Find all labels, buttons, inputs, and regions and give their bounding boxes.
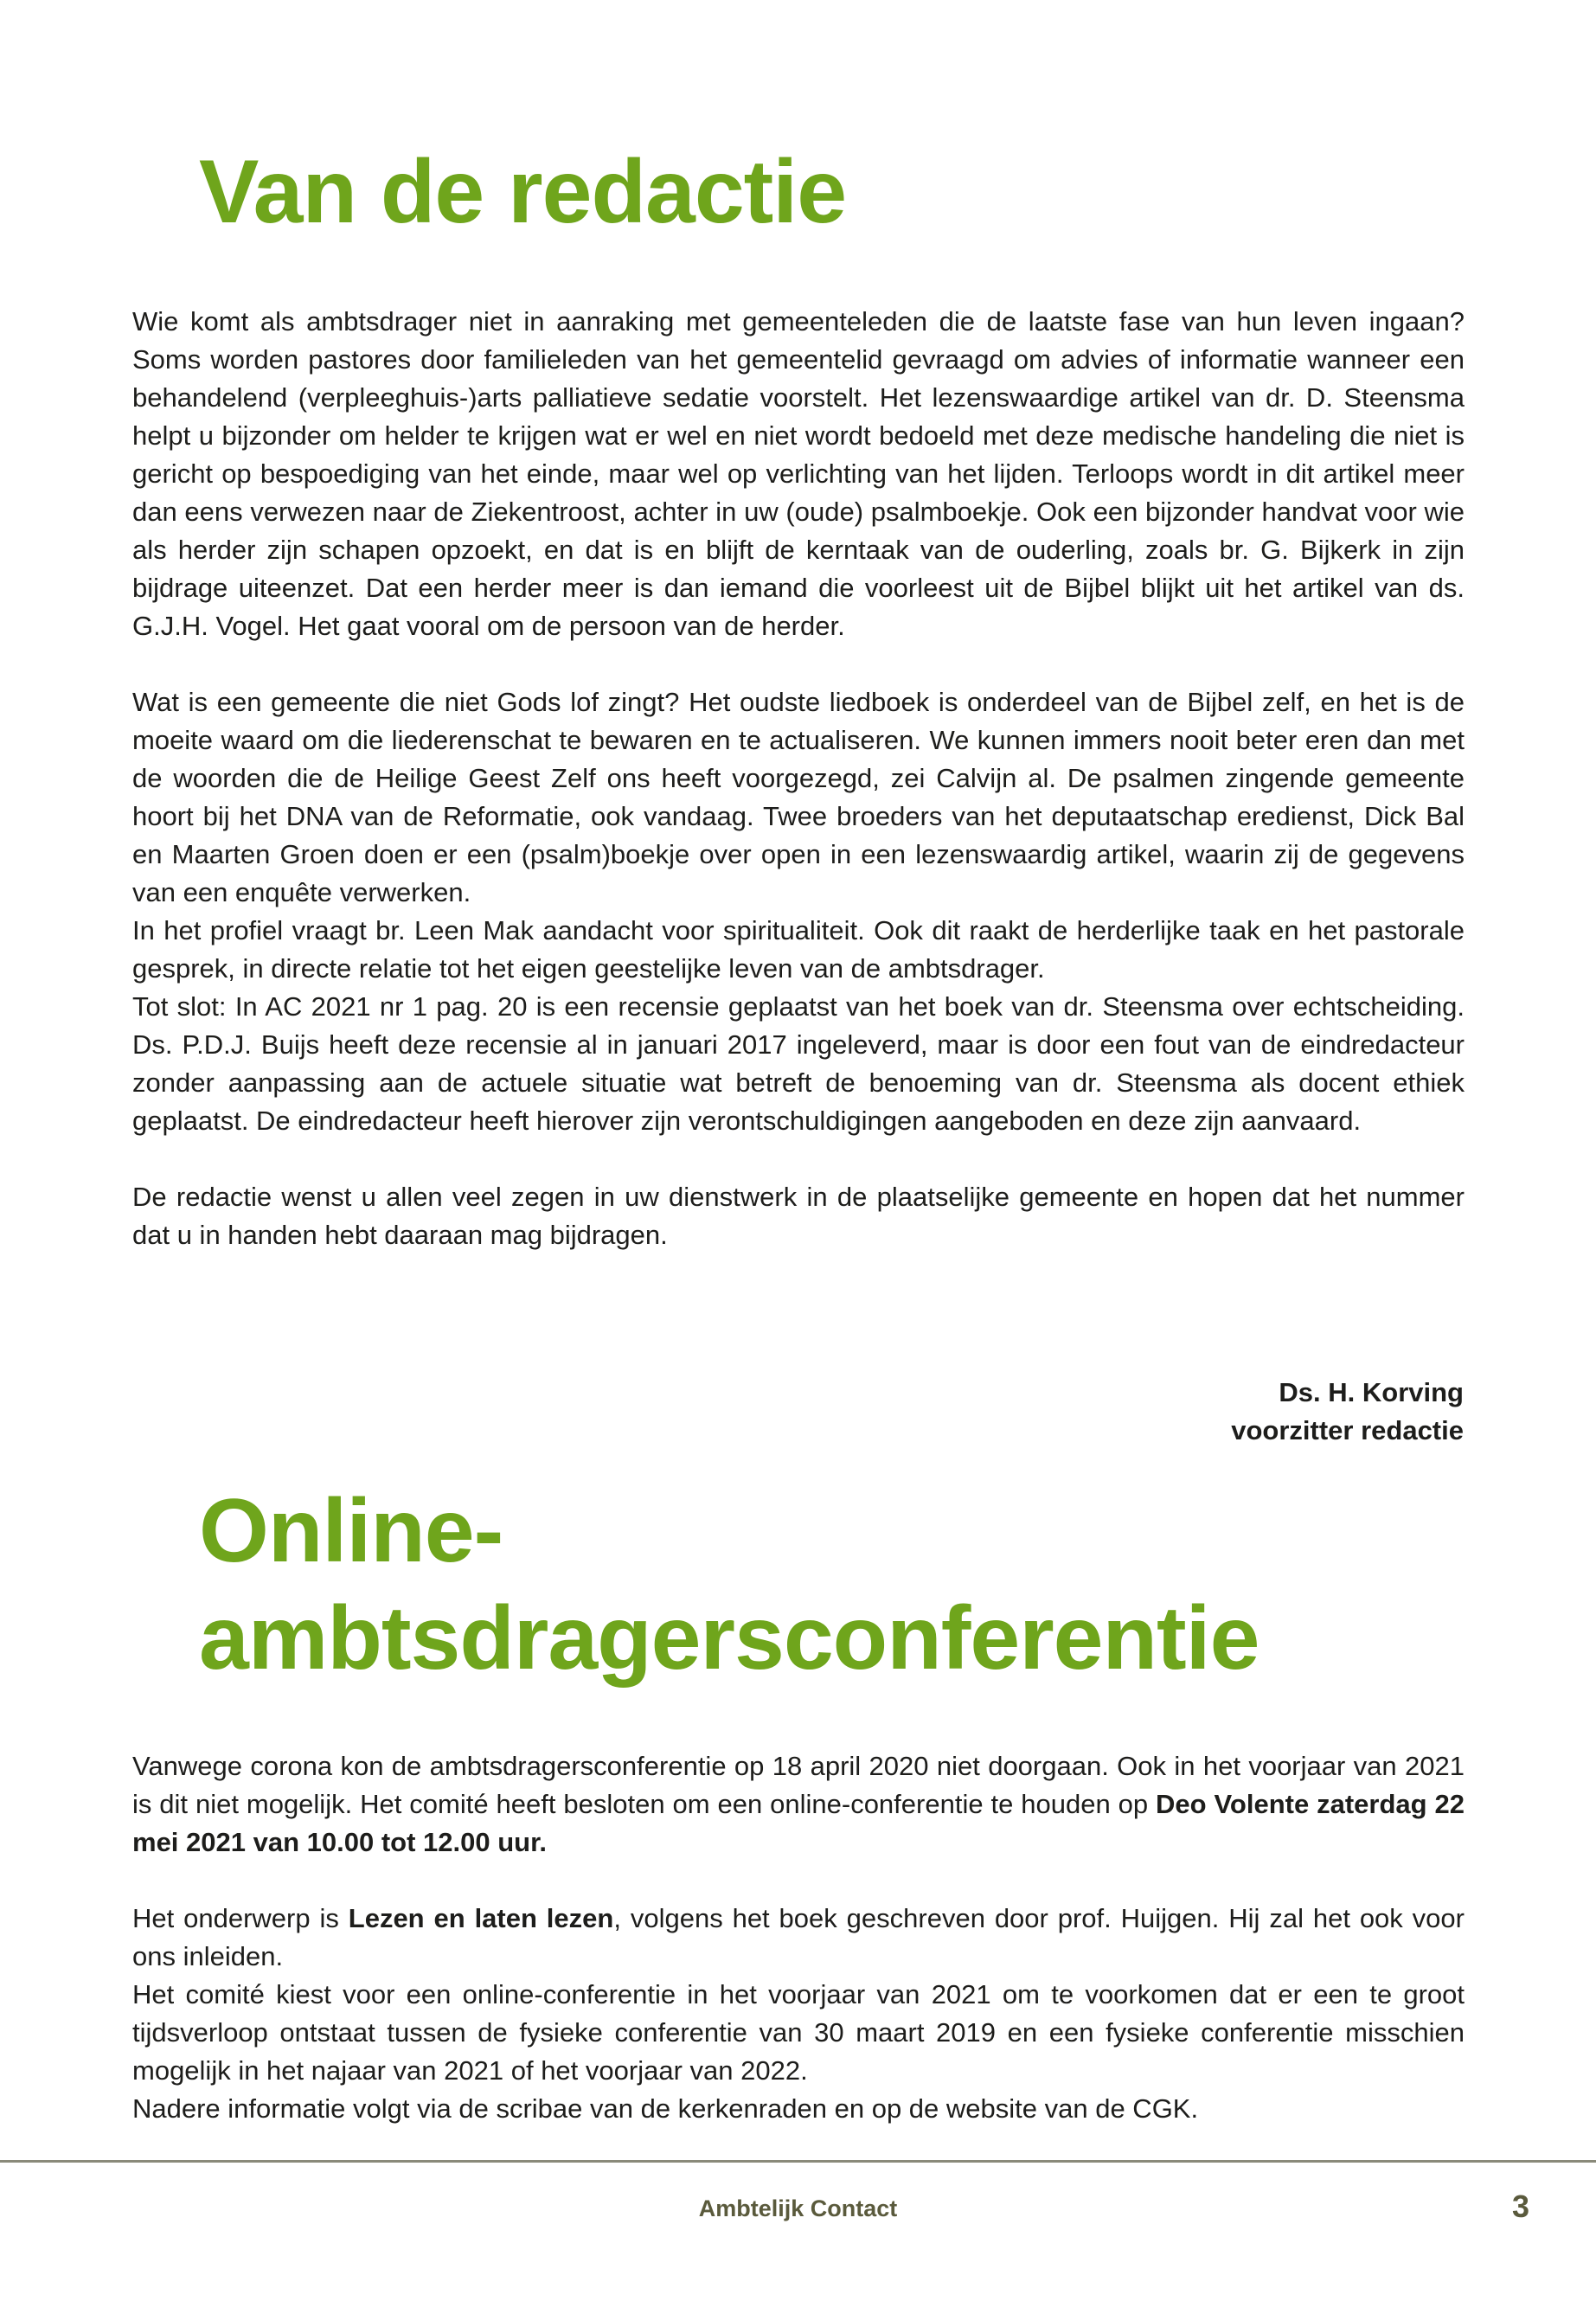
paragraph: Wie komt als ambtsdrager niet in aanraking met gemeenteleden die de laatste fase van hun leven ingaan? Soms worden pastores door familieleden van het gemeentelid gevraagd om advies of informatie wanneer een behandelend (verpleeghuis-)arts palliatieve sedatie voorstelt. Het lezenswaardige artikel van dr. D. Steensma helpt u bijzonder om helder te krijgen wat er wel en niet wordt bedoeld met deze medische handeling die niet is gericht op bespoediging van het einde, maar wel op verlichting van het lijden. Terloops wordt in dit artikel meer dan eens verwezen naar de Ziekentroost, achter in uw (oude) psalmboekje. Ook een bijzonder handvat voor wie als herder zijn schapen opzoekt, en dat is en blijft de kerntaak van de ouderling, zoals br. G. Bijkerk in zijn bijdrage uiteenzet. Dat een herder meer is dan iemand die voorleest uit de Bijbel blijkt uit het artikel van ds. G.J.H. Vogel. Het gaat vooral om de persoon van de herder. [132, 306, 1465, 641]
page-number: 3 [1511, 2189, 1529, 2224]
signature [1231, 1374, 1464, 1450]
title-line-2: ambtsdragersconferentie [199, 1588, 1259, 1689]
section-title-online-conferentie [199, 1477, 1259, 1692]
editorial-body [132, 303, 1465, 1254]
page-title-van-de-redactie: Van de redactie [199, 142, 847, 242]
paragraph-text: , volgens het boek geschreven door prof. Huijgen. Hij zal het ook voor ons inleiden. [132, 1903, 1465, 1971]
paragraph: Het comité kiest voor een online-conferentie in het voorjaar van 2021 om te voorkomen dat er een te groot tijdsverloop ontstaat tussen de fysieke conferentie van 30 maart 2019 en een fysieke conferentie misschien mogelijk in het najaar van 2021 of het voorjaar van 2022. [132, 1979, 1465, 2086]
paragraph [132, 1747, 1465, 1862]
paragraph: De redactie wenst u allen veel zegen in uw dienstwerk in de plaatselijke gemeente en hopen dat het nummer dat u in handen hebt daaraan mag bijdragen. [132, 1182, 1465, 1250]
conference-body [132, 1747, 1465, 2128]
footer-divider [0, 2160, 1596, 2163]
title-line-1: Online- [199, 1481, 503, 1581]
paragraph: Nadere informatie volgt via de scribae van de kerkenraden en op de website van de CGK. [132, 2093, 1199, 2124]
paragraph-text: Het onderwerp is [132, 1903, 349, 1933]
paragraph-text: Vanwege corona kon de ambtsdragersconferentie op 18 april 2020 niet doorgaan. Ook in het voorjaar van 2021 is dit niet mogelijk. Het comité heeft besloten om een online-conferentie te houden op [132, 1751, 1465, 1819]
paragraph [132, 1900, 1465, 1976]
paragraph: In het profiel vraagt br. Leen Mak aandacht voor spiritualiteit. Ook dit raakt de herderlijke taak en het pastorale gesprek, in directe relatie tot het eigen geestelijke leven van de ambtsdrager. [132, 915, 1465, 984]
paragraph: Wat is een gemeente die niet Gods lof zingt? Het oudste liedboek is onderdeel van de Bijbel zelf, en het is de moeite waard om die liederenschat te bewaren en te actualiseren. We kunnen immers nooit beter eren dan met de woorden die de Heilige Geest Zelf ons heeft voorgezegd, zei Calvijn al. De psalmen zingende gemeente hoort bij het DNA van de Reformatie, ook vandaag. Twee broeders van het deputaatschap eredienst, Dick Bal en Maarten Groen doen er een (psalm)boekje over open in een lezenswaardig artikel, waarin zij de gegevens van een enquête verwerken. [132, 687, 1465, 907]
footer-publication: Ambtelijk Contact [698, 2195, 898, 2221]
conference-topic: Lezen en laten lezen [348, 1903, 614, 1933]
conference-date: Deo Volente zaterdag 22 mei 2021 van 10.00 tot 12.00 uur. [132, 1789, 1465, 1857]
signature-name: Ds. H. Korving [1279, 1377, 1464, 1407]
paragraph: Tot slot: In AC 2021 nr 1 pag. 20 is een recensie geplaatst van het boek van dr. Steensma over echtscheiding. Ds. P.D.J. Buijs heeft deze recensie al in januari 2017 ingeleverd, maar is door een fout van de eindredacteur zonder aanpassing aan de actuele situatie wat betreft de benoeming van dr. Steensma als docent ethiek geplaatst. De eindredacteur heeft hierover zijn verontschuldigingen aangeboden en deze zijn aanvaard. [132, 991, 1465, 1136]
signature-role: voorzitter redactie [1231, 1415, 1464, 1445]
